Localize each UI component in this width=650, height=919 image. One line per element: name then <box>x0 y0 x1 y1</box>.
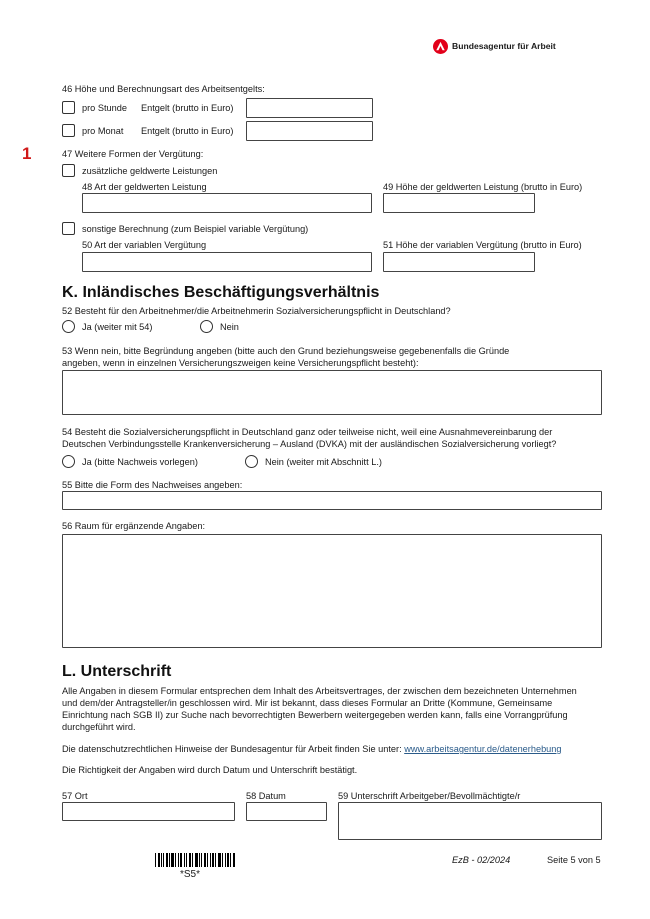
q46-month-label: pro Monat <box>82 126 124 136</box>
q59-signature-field[interactable] <box>338 802 602 840</box>
q46-hour-amount-field[interactable] <box>246 98 373 118</box>
q49-field[interactable] <box>383 193 535 213</box>
barcode-text: *S5* <box>180 869 201 880</box>
q48-label: 48 Art der geldwerten Leistung <box>82 182 207 192</box>
q46-month-checkbox[interactable] <box>62 124 75 137</box>
q51-label: 51 Höhe der variablen Vergütung (brutto in Euro) <box>383 240 582 250</box>
section-k-title: K. Inländisches Beschäftigungsverhältnis <box>62 284 380 301</box>
q52-ja-radio[interactable] <box>62 320 75 333</box>
q47-sonstige-label: sonstige Berechnung (zum Beispiel variable Vergütung) <box>82 224 309 234</box>
q54-nein-radio[interactable] <box>245 455 258 468</box>
q46-hour-label: pro Stunde <box>82 103 127 113</box>
q54-nein-label: Nein (weiter mit Abschnitt L.) <box>265 457 382 467</box>
q54-label-line2: Deutschen Verbindungsstelle Krankenversicherung – Ausland (DVKA) mit der ausländischen Sozialversicherung vorliegt? <box>62 439 557 449</box>
margin-marker: 1 <box>22 144 32 163</box>
q51-field[interactable] <box>383 252 535 272</box>
q52-label: 52 Besteht für den Arbeitnehmer/die Arbeitnehmerin Sozialversicherungspflicht in Deutschland? <box>62 306 451 316</box>
q48-field[interactable] <box>82 193 372 213</box>
q58-label: 58 Datum <box>246 791 286 801</box>
q46-hour-checkbox[interactable] <box>62 101 75 114</box>
q56-label: 56 Raum für ergänzende Angaben: <box>62 521 206 531</box>
q53-label-line2: angeben, wenn in einzelnen Versicherungszweigen keine Versicherungspflicht besteht): <box>62 358 419 368</box>
q49-label: 49 Höhe der geldwerten Leistung (brutto in Euro) <box>383 182 583 192</box>
q50-label: 50 Art der variablen Vergütung <box>82 240 207 250</box>
q46-hour-entgelt-label: Entgelt (brutto in Euro) <box>141 103 234 113</box>
q52-ja-label: Ja (weiter mit 54) <box>82 322 153 332</box>
q53-label-line1: 53 Wenn nein, bitte Begründung angeben (bitte auch den Grund beziehungsweise gegebenenfalls die Gründe <box>62 346 510 356</box>
signature-notice-paragraph: Alle Angaben in diesem Formular entsprechen dem Inhalt des Arbeitsvertrages, der zwischen dem bezeichneten Unternehmen und dem/der Antragsteller/in geschlossen wird. Mir ist bekannt, dass dieses Formular an Dritte (Kommune, Gemeinsame Einrichtung nach SGB II) zur Suche nach bevorrechtigten Bewerbern weitergegeben werden kann, falls eine Vorrangprüfung durchgeführt wird. <box>62 686 577 732</box>
q57-place-field[interactable] <box>62 802 235 821</box>
agency-logo-icon <box>433 39 448 54</box>
barcode <box>155 853 235 867</box>
q52-nein-label: Nein <box>220 322 239 332</box>
q54-ja-label: Ja (bitte Nachweis vorlegen) <box>82 457 198 467</box>
q54-label-line1: 54 Besteht die Sozialversicherungspflicht in Deutschland ganz oder teilweise nicht, weil eine Ausnahmevereinbarung der <box>62 427 553 437</box>
q47-geldwert-label: zusätzliche geldwerte Leistungen <box>82 166 218 176</box>
privacy-notice: Die datenschutzrechtlichen Hinweise der Bundesagentur für Arbeit finden Sie unter: www.arbeitsagentur.de/datenerhebung <box>62 744 562 754</box>
page-number: Seite 5 von 5 <box>547 855 601 865</box>
q55-field[interactable] <box>62 491 602 510</box>
q54-ja-radio[interactable] <box>62 455 75 468</box>
q46-month-amount-field[interactable] <box>246 121 373 141</box>
barcode-icon <box>155 853 235 867</box>
q47-label: 47 Weitere Formen der Vergütung: <box>62 149 204 159</box>
q47-sonstige-checkbox[interactable] <box>62 222 75 235</box>
q46-month-entgelt-label: Entgelt (brutto in Euro) <box>141 126 234 136</box>
agency-logo-text: Bundesagentur für Arbeit <box>452 41 556 51</box>
q50-field[interactable] <box>82 252 372 272</box>
q58-date-field[interactable] <box>246 802 327 821</box>
q57-label: 57 Ort <box>62 791 88 801</box>
confirmation-text: Die Richtigkeit der Angaben wird durch Datum und Unterschrift bestätigt. <box>62 765 358 775</box>
q46-label: 46 Höhe und Berechnungsart des Arbeitsentgelts: <box>62 84 265 94</box>
q59-label: 59 Unterschrift Arbeitgeber/Bevollmächtigte/r <box>338 791 521 801</box>
q56-textarea[interactable] <box>62 534 602 648</box>
section-l-title: L. Unterschrift <box>62 663 172 680</box>
form-code: EzB - 02/2024 <box>452 855 511 865</box>
privacy-link[interactable]: www.arbeitsagentur.de/datenerhebung <box>404 744 562 754</box>
q53-textarea[interactable] <box>62 370 602 415</box>
q47-geldwert-checkbox[interactable] <box>62 164 75 177</box>
q55-label: 55 Bitte die Form des Nachweises angeben: <box>62 480 243 490</box>
q52-nein-radio[interactable] <box>200 320 213 333</box>
